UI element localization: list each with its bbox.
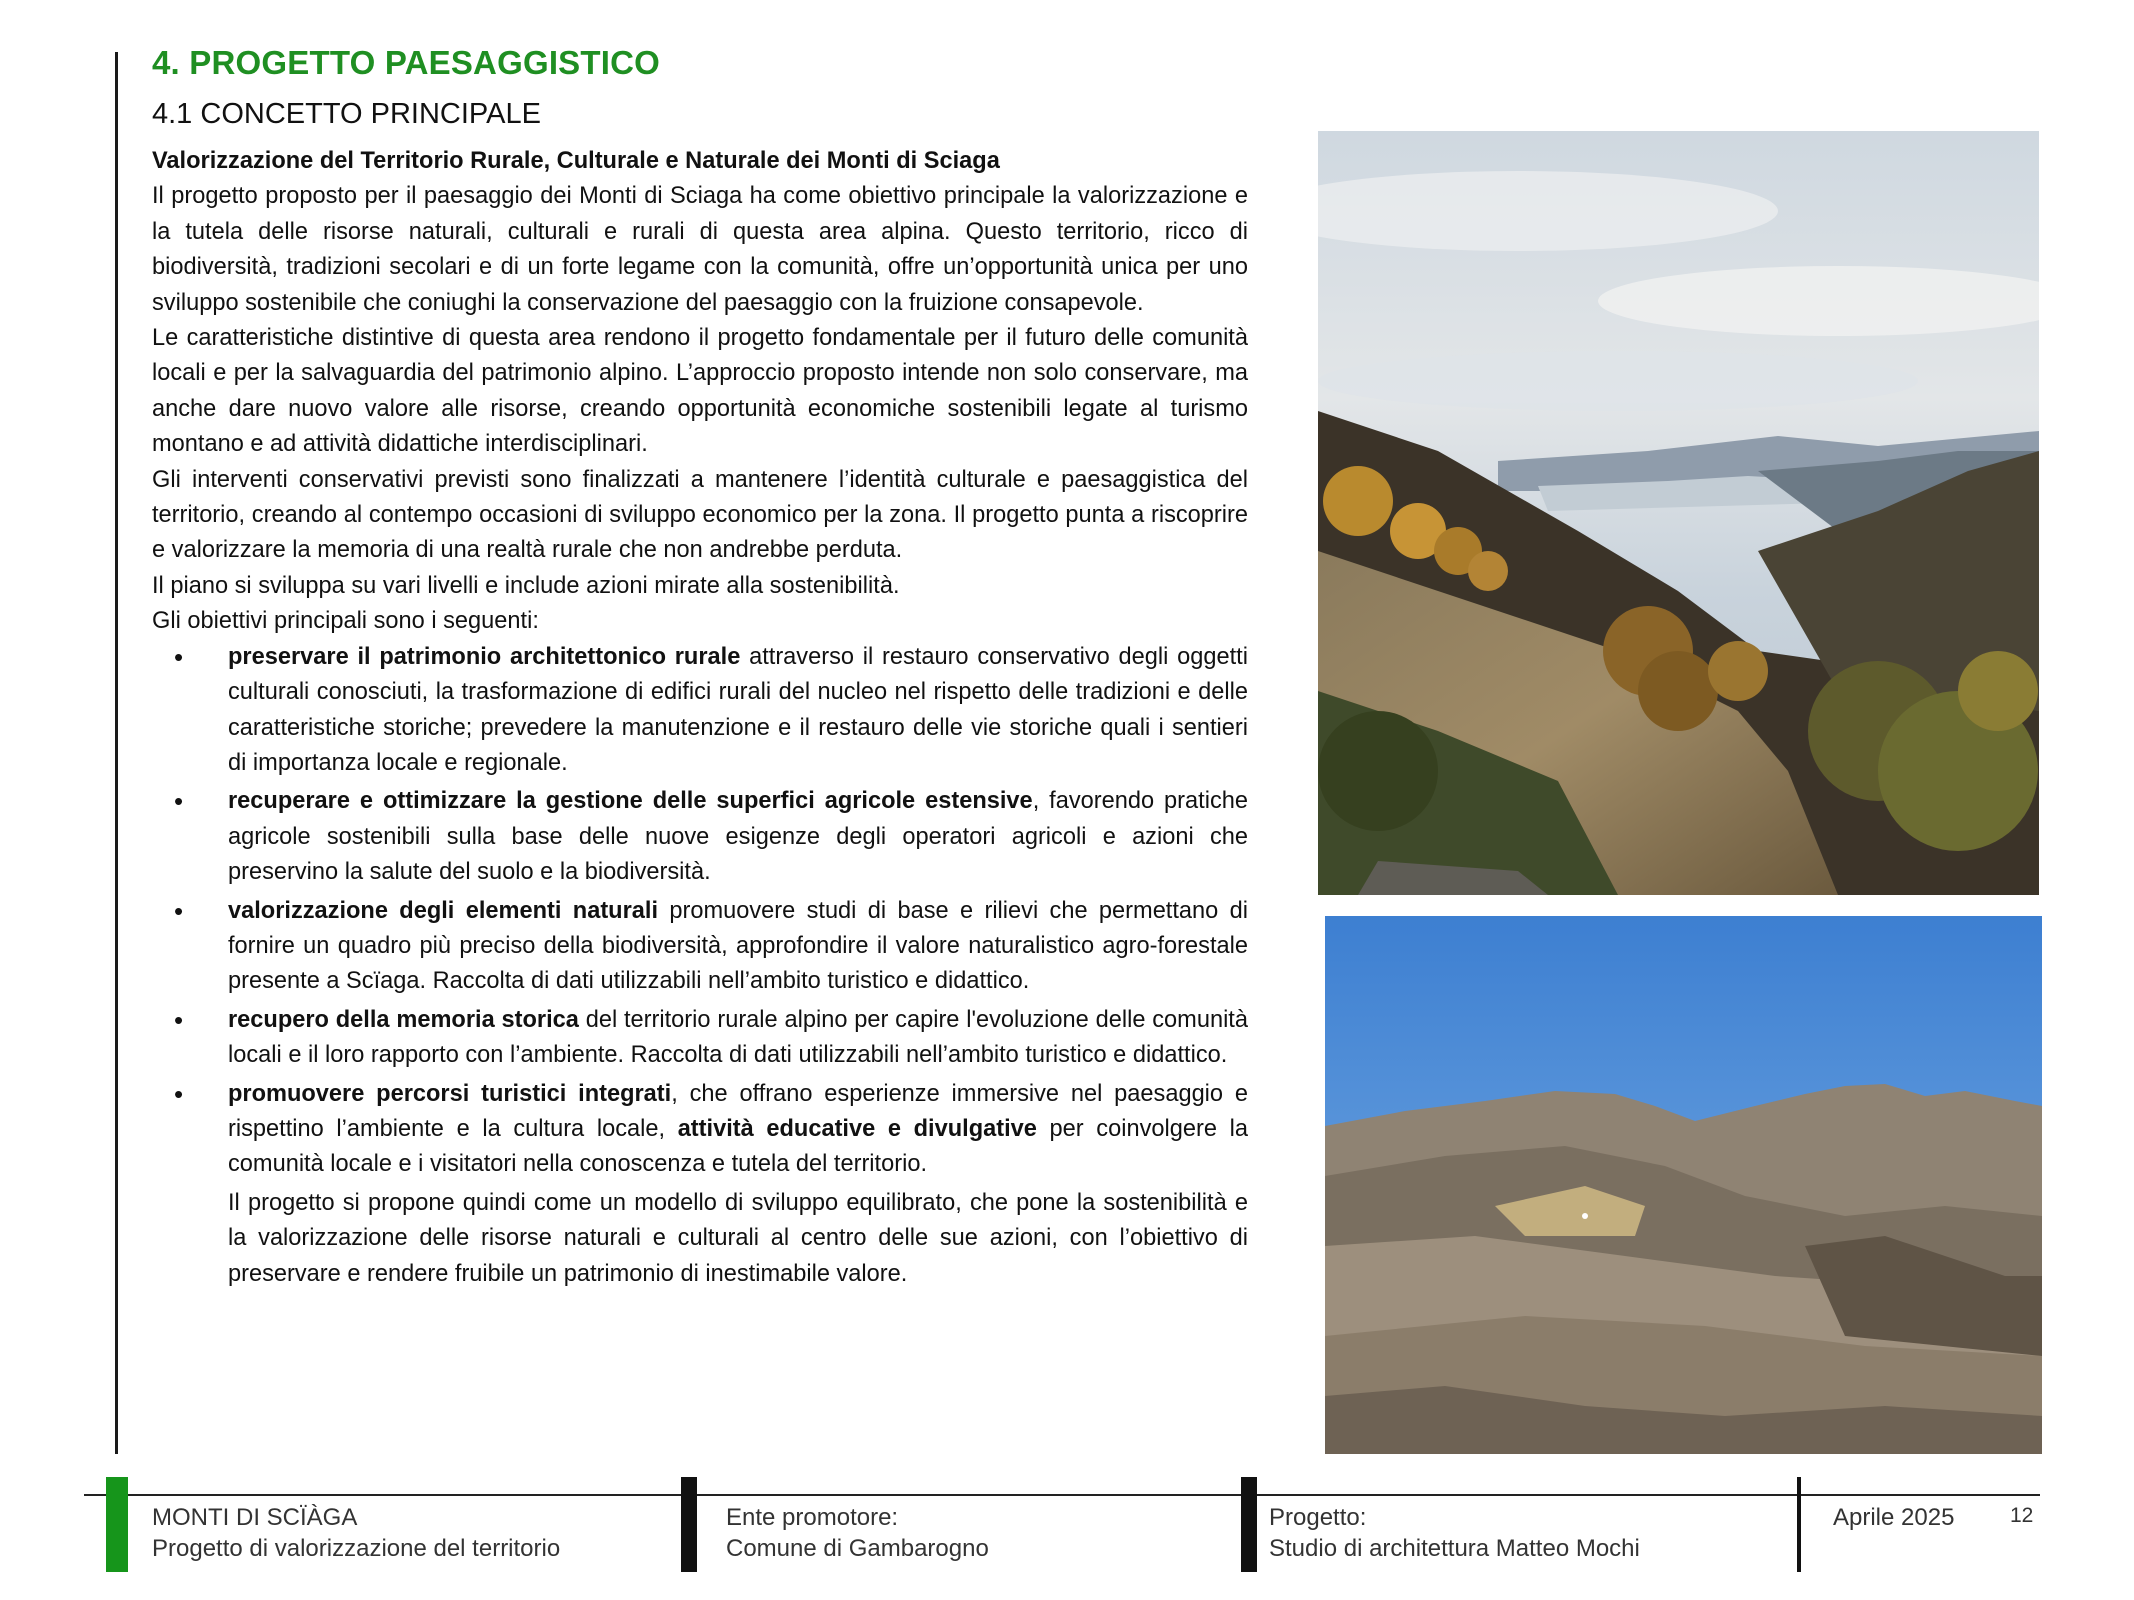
footer-green-bar <box>106 1477 128 1572</box>
landscape-photo-mountains <box>1325 916 2042 1454</box>
section-title: 4. PROGETTO PAESAGGISTICO <box>152 44 661 81</box>
objective-bold: recuperare e ottimizzare la gestione delle superfici agricole estensive <box>228 788 1033 815</box>
objective-bold-2: attività educative e divulgative <box>677 1115 1037 1142</box>
objectives-list <box>152 640 1248 1183</box>
main-text <box>152 144 1248 1292</box>
objective-bold: promuovere percorsi turistici integrati <box>228 1080 672 1107</box>
paragraph-features: Le caratteristiche distintive di questa area rendono il progetto fondamentale per il futuro delle comunità locali e per la salvaguardia del patrimonio alpino. L’approccio proposto intende non solo conservare, ma anche dare nuovo valore alle risorse, creando opportunità economiche sostenibili legate al turismo montano e ad attività didattiche interdisciplinari. <box>152 325 1248 458</box>
objective-text: del territorio rurale alpino per capire l'evoluzione delle comunità locali e il loro rapporto con l’ambiente. Raccolta di dati utilizzabili nell’ambito turistico e didattico. <box>228 1006 1248 1069</box>
paragraph-intro: Il progetto proposto per il paesaggio dei Monti di Sciaga ha come obiettivo principale la valorizzazione e la tutela delle risorse naturali, culturali e rurali di questa area alpina. Questo territorio, ricco di biodiversità, tradizioni secolari e di un forte legame con la comunità, offre un’opportunità unica per uno sviluppo sostenibile che coniughi la conservazione del paesaggio con la fruizione consapevole. <box>152 183 1248 316</box>
list-item <box>152 894 1248 1000</box>
objective-text-2: per coinvolgere la comunità locale e i visitatori nella conoscenza e tutela del territorio. <box>228 1115 1248 1178</box>
footer-project <box>152 1502 560 1564</box>
landscape-photo-valley <box>1318 131 2039 895</box>
list-item <box>152 640 1248 782</box>
footer-divider <box>1241 1477 1257 1572</box>
footer-promoter-label: Ente promotore: <box>726 1504 899 1531</box>
paragraph-plan: Il piano si sviluppa su vari livelli e include azioni mirate alla sostenibilità. <box>152 572 900 599</box>
footer-promoter-value: Comune di Gambarogno <box>726 1535 989 1562</box>
footer-divider-thin <box>1797 1477 1801 1572</box>
footer-project-name: MONTI DI SCÏÀGA <box>152 1504 358 1531</box>
mountains-photo-graphic <box>1325 916 2042 1454</box>
left-margin-rule <box>115 52 118 1454</box>
objective-bold: recupero della memoria storica <box>228 1006 579 1033</box>
footer-date-value: Aprile 2025 <box>1833 1504 1955 1531</box>
list-item <box>152 1077 1248 1183</box>
paragraph-interventions: Gli interventi conservativi previsti sono finalizzati a mantenere l’identità culturale e paesaggistica del territorio, creando al contempo occasioni di sviluppo economico per la zona. Il progetto punta a riscoprire e valorizzare la memoria di una realtà rurale che non andrebbe perduta. <box>152 466 1248 564</box>
footer-divider <box>681 1477 697 1572</box>
footer-design-value: Studio di architettura Matteo Mochi <box>1269 1535 1640 1562</box>
closing-paragraph: Il progetto si propone quindi come un modello di sviluppo equilibrato, che pone la sostenibilità e la valorizzazione delle risorse naturali e culturali al centro delle sue azioni, con l’obiettivo di preservare e rendere fruibile un patrimonio di inestimabile valore. <box>228 1189 1248 1287</box>
list-item <box>152 784 1248 890</box>
objective-text: attraverso il restauro conservativo degli oggetti culturali conosciuti, la trasformazione di edifici rurali del nucleo nel rispetto delle tradizioni e delle caratteristiche storiche; prevedere la manutenzione e il restauro delle vie storiche quali i sentieri di importanza locale e regionale. <box>228 643 1248 776</box>
objective-text: promuovere studi di base e rilievi che permettano di fornire un quadro più preciso della biodiversità, approfondire il valore naturalistico agro-forestale presente a Scïaga. Raccolta di dati utilizzabili nell’ambito turistico e didattico. <box>228 897 1248 995</box>
list-item <box>152 1003 1248 1074</box>
objective-text: , favorendo pratiche agricole sostenibili sulla base delle nuove esigenze degli operatori agricoli e azioni che preservino la salute del suolo e la biodiversità. <box>228 788 1248 886</box>
paragraph-objectives-intro: Gli obiettivi principali sono i seguenti: <box>152 608 539 635</box>
footer-project-desc: Progetto di valorizzazione del territorio <box>152 1535 561 1562</box>
objective-bold: valorizzazione degli elementi naturali <box>228 897 658 924</box>
footer-design-label: Progetto: <box>1269 1504 1367 1531</box>
footer-design <box>1269 1502 1640 1564</box>
valley-photo-graphic <box>1318 131 2039 895</box>
objective-bold: preservare il patrimonio architettonico rurale <box>228 643 741 670</box>
footer-date <box>1833 1502 1954 1533</box>
lead-heading: Valorizzazione del Territorio Rurale, Culturale e Naturale dei Monti di Sciaga <box>152 148 1000 174</box>
page-number: 12 <box>2010 1504 2034 1527</box>
footer-rule <box>84 1494 2040 1496</box>
footer-promoter <box>726 1502 989 1564</box>
subsection-title: 4.1 CONCETTO PRINCIPALE <box>152 98 541 130</box>
objective-text: , che offrano esperienze immersive nel paesaggio e rispettino l’ambiente e la cultura locale, <box>228 1080 1248 1142</box>
